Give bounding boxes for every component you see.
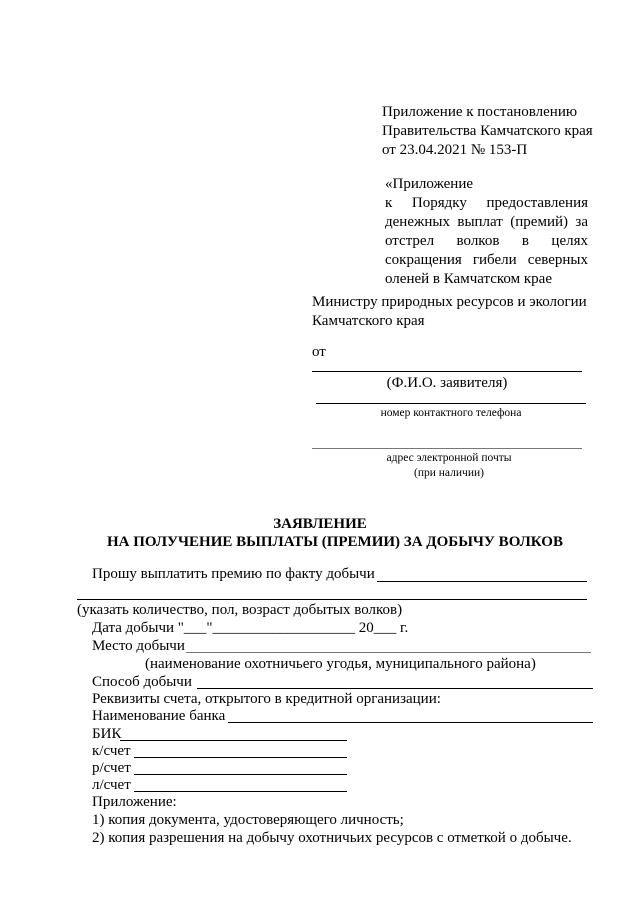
header-block	[382, 103, 593, 160]
addressee-line-1: Министру природных ресурсов и экологии	[312, 294, 587, 310]
ls-line	[134, 791, 347, 792]
email-line	[312, 448, 582, 449]
bank-label: Наименование банка	[92, 708, 226, 724]
addressee-block	[312, 293, 587, 331]
attachments-label: Приложение:	[92, 794, 177, 810]
document-title: ЗАЯВЛЕНИЕ	[273, 516, 367, 532]
place-label: Место добычи	[92, 638, 185, 654]
header-line-3: от 23.04.2021 № 153-П	[382, 142, 528, 158]
attachment-2: 2) копия разрешения на добычу охотничьих ресурсов с отметкой о добыче.	[92, 830, 572, 846]
place-caption: (наименование охотничьего угодья, муниципального района)	[145, 656, 536, 672]
email-caption: адрес электронной почты	[386, 452, 512, 464]
date-field: Дата добычи "___"___________________ 20___ г.	[92, 620, 409, 636]
place-line	[186, 652, 591, 653]
bank-line	[228, 722, 593, 723]
ks-label: к/счет	[92, 743, 131, 759]
attachment-1: 1) копия документа, удостоверяющего личность;	[92, 812, 404, 828]
rs-label: р/счет	[92, 760, 131, 776]
ls-label: л/счет	[92, 777, 131, 793]
method-line	[197, 688, 593, 689]
quantity-line	[77, 599, 587, 600]
appendix-line-4: отстрел волков в целях	[385, 233, 588, 249]
rs-line	[134, 774, 347, 775]
appendix-block	[385, 175, 588, 289]
header-line-1: Приложение к постановлению	[382, 104, 578, 120]
appendix-line-5: сокращения гибели северных	[385, 252, 588, 268]
requisites-label: Реквизиты счета, открытого в кредитной организации:	[92, 691, 441, 707]
bik-line	[120, 740, 347, 741]
request-text: Прошу выплатить премию по факту добычи	[92, 566, 375, 582]
appendix-line-6: оленей в Камчатском крае	[385, 271, 552, 287]
header-line-2: Правительства Камчатского края	[382, 123, 593, 139]
from-label: от	[312, 344, 326, 360]
appendix-line-1: «Приложение	[385, 176, 474, 192]
phone-caption: номер контактного телефона	[380, 407, 522, 419]
phone-line	[316, 403, 586, 404]
method-label: Способ добычи	[92, 674, 192, 690]
addressee-line-2: Камчатского края	[312, 313, 425, 329]
bik-label: БИК	[92, 726, 122, 742]
quantity-caption: (указать количество, пол, возраст добытых волков)	[77, 602, 403, 618]
fio-line	[312, 371, 582, 372]
fio-caption: (Ф.И.О. заявителя)	[386, 375, 508, 391]
email-note: (при наличии)	[414, 467, 484, 479]
appendix-line-2: к Порядку предоставления	[385, 195, 588, 211]
request-line	[377, 581, 587, 582]
appendix-line-3: денежных выплат (премий) за	[385, 214, 588, 230]
ks-line	[134, 757, 347, 758]
document-subtitle: НА ПОЛУЧЕНИЕ ВЫПЛАТЫ (ПРЕМИИ) ЗА ДОБЫЧУ ВОЛКОВ	[107, 534, 563, 550]
